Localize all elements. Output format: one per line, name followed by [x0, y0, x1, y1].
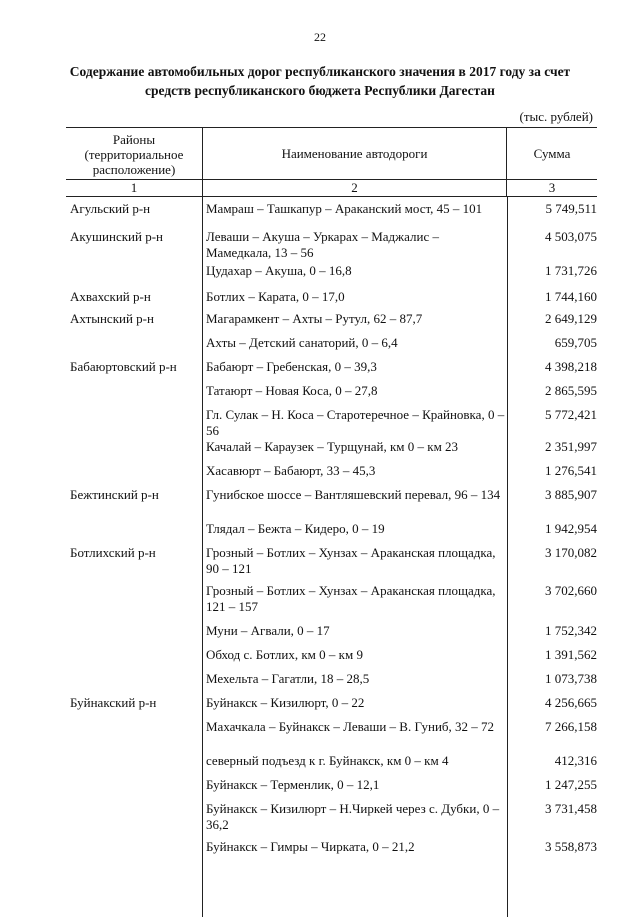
road-cell: Хасавюрт – Бабаюрт, 33 – 45,3	[206, 463, 376, 478]
road-cell: Татаюрт – Новая Коса, 0 – 27,8	[206, 383, 378, 398]
title-line-1: Содержание автомобильных дорог республиканского значения в 2017 году за счет	[69, 64, 571, 79]
road-cell: Гл. Сулак – Н. Коса – Старотеречное – Крайновка, 0 – 56	[206, 407, 505, 438]
column-numbers-row	[66, 180, 597, 197]
road-cell: Мамраш – Ташкапур – Араканский мост, 45 – 101	[206, 201, 483, 216]
road-cell: Ботлих – Карата, 0 – 17,0	[206, 289, 345, 304]
district-cell: Ботлихский р-н	[70, 545, 156, 560]
sum-cell: 1 276,541	[545, 463, 597, 478]
sum-cell: 2 649,129	[545, 311, 597, 326]
road-cell: Качалай – Караузек – Турщунай, км 0 – км 23	[206, 439, 459, 454]
road-cell: Махачкала – Буйнакск – Леваши – В. Гуниб, 32 – 72	[206, 719, 495, 734]
sum-cell: 412,316	[554, 753, 597, 768]
sum-cell: 1 247,255	[545, 777, 597, 792]
road-cell: Цудахар – Акуша, 0 – 16,8	[206, 263, 352, 278]
road-cell: северный подъезд к г. Буйнакск, км 0 – км 4	[206, 753, 449, 768]
sum-cell: 1 731,726	[545, 263, 597, 278]
sum-cell: 3 731,458	[545, 801, 597, 816]
road-cell: Ахты – Детский санаторий, 0 – 6,4	[206, 335, 398, 350]
sum-cell: 1 752,342	[545, 623, 597, 638]
sum-cell: 4 503,075	[545, 229, 597, 244]
title-line-2: средств республиканского бюджета Республики Дагестан	[145, 83, 495, 98]
road-cell: Муни – Агвали, 0 – 17	[206, 623, 330, 638]
column-number-3: 3	[548, 180, 556, 195]
sum-cell: 5 772,421	[545, 407, 597, 422]
column-number-2: 2	[202, 180, 507, 196]
sum-cell: 7 266,158	[545, 719, 597, 734]
table-body	[66, 197, 597, 897]
road-cell: Буйнакск – Терменлик, 0 – 12,1	[206, 777, 380, 792]
road-cell: Буйнакск – Кизилюрт, 0 – 22	[206, 695, 365, 710]
document-title	[40, 62, 600, 100]
column-divider	[202, 197, 203, 917]
header-sum: Сумма	[533, 145, 571, 161]
district-cell: Акушинский р-н	[70, 229, 163, 244]
header-district-line: расположение)	[92, 162, 176, 177]
header-road: Наименование автодороги	[202, 128, 507, 179]
district-cell: Буйнакский р-н	[70, 695, 157, 710]
road-cell: Буйнакск – Кизилюрт – Н.Чиркей через с. Дубки, 0 – 36,2	[206, 801, 500, 832]
road-cell: Бабаюрт – Гребенская, 0 – 39,3	[206, 359, 377, 374]
header-district-line: Районы	[112, 132, 156, 147]
column-number-1: 1	[130, 180, 138, 195]
sum-cell: 659,705	[554, 335, 597, 350]
header-district-line: (территориальное	[84, 147, 184, 162]
road-cell: Леваши – Акуша – Уркарах – Маджалис – Мамедкала, 13 – 56	[206, 229, 439, 260]
sum-cell: 3 702,660	[545, 583, 597, 598]
unit-label: (тыс. рублей)	[519, 109, 593, 124]
road-cell: Магарамкент – Ахты – Рутул, 62 – 87,7	[206, 311, 423, 326]
sum-cell: 3 558,873	[545, 839, 597, 854]
road-cell: Буйнакск – Гимры – Чирката, 0 – 21,2	[206, 839, 415, 854]
sum-cell: 1 391,562	[545, 647, 597, 662]
table-header	[66, 127, 597, 180]
sum-cell: 1 744,160	[545, 289, 597, 304]
sum-cell: 2 351,997	[545, 439, 597, 454]
header-district	[66, 128, 202, 179]
roads-table	[66, 127, 597, 897]
road-cell: Грозный – Ботлих – Хунзах – Араканская площадка, 121 – 157	[206, 583, 496, 614]
district-cell: Бабаюртовский р-н	[70, 359, 177, 374]
road-cell: Тлядал – Бежта – Кидеро, 0 – 19	[206, 521, 385, 536]
road-cell: Мехельта – Гагатли, 18 – 28,5	[206, 671, 370, 686]
sum-cell: 5 749,511	[545, 201, 597, 216]
district-cell: Агульский р-н	[70, 201, 151, 216]
district-cell: Ахвахский р-н	[70, 289, 151, 304]
district-cell: Ахтынский р-н	[70, 311, 154, 326]
sum-cell: 1 073,738	[545, 671, 597, 686]
page-number: 22	[314, 30, 326, 44]
sum-cell: 4 398,218	[545, 359, 597, 374]
road-cell: Гунибское шоссе – Вантляшевский перевал, 96 – 134	[206, 487, 501, 502]
sum-cell: 3 885,907	[545, 487, 597, 502]
district-cell: Бежтинский р-н	[70, 487, 159, 502]
road-cell: Обход с. Ботлих, км 0 – км 9	[206, 647, 363, 662]
sum-cell: 1 942,954	[545, 521, 597, 536]
sum-cell: 2 865,595	[545, 383, 597, 398]
sum-cell: 4 256,665	[545, 695, 597, 710]
road-cell: Грозный – Ботлих – Хунзах – Араканская площадка, 90 – 121	[206, 545, 496, 576]
sum-cell: 3 170,082	[545, 545, 597, 560]
